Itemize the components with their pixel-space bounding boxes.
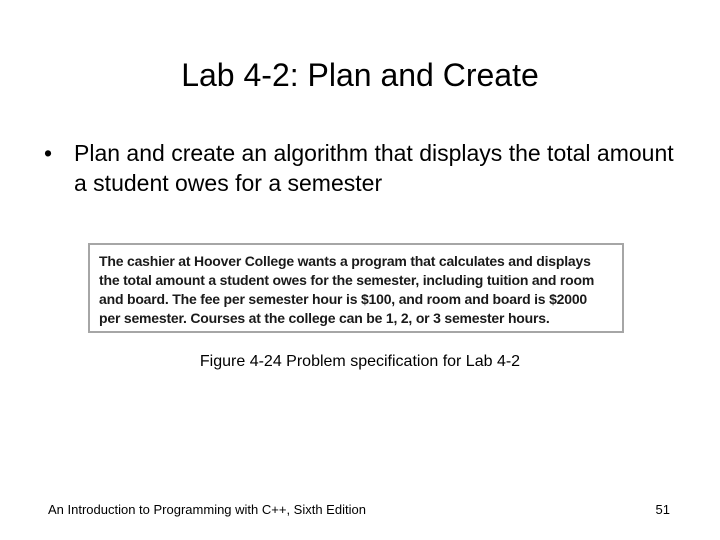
footer-text: An Introduction to Programming with C++, Sixth Edition [48, 502, 366, 517]
problem-specification-figure [88, 243, 624, 333]
figure-caption: Figure 4-24 Problem specification for Lab 4-2 [199, 353, 521, 370]
bullet-text: Plan and create an algorithm that displays the total amount a student owes for a semester [74, 140, 674, 196]
bullet-item [44, 138, 684, 198]
slide-number: 51 [655, 502, 670, 517]
spec-line: per semester. Courses at the college can be 1, 2, or 3 semester hours. [99, 310, 550, 326]
spec-line: The cashier at Hoover College wants a program that calculates and displays [99, 253, 591, 269]
spec-line: the total amount a student owes for the semester, including tuition and room [99, 272, 595, 288]
bullet-marker: • [44, 140, 53, 166]
slide-title: Lab 4-2: Plan and Create [181, 57, 539, 93]
spec-line: and board. The fee per semester hour is $100, and room and board is $2000 [99, 291, 588, 307]
